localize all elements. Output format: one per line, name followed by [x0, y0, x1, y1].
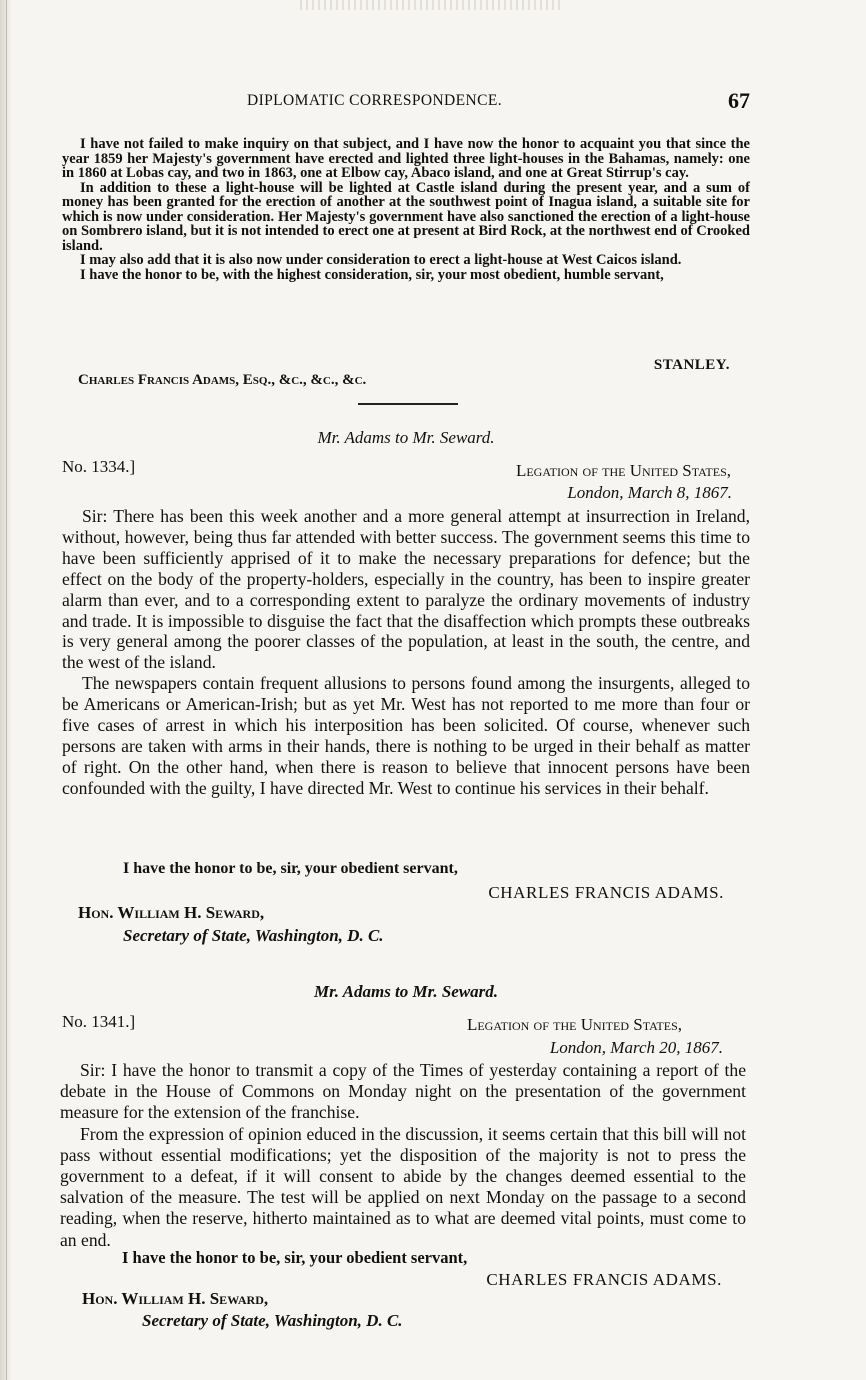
letter2-number: No. 1334.]: [62, 457, 136, 476]
section-divider: [358, 403, 458, 405]
letter3-number: No. 1341.]: [62, 1012, 136, 1031]
letter3-body: [60, 1060, 746, 1251]
letter1-signature: STANLEY.: [653, 357, 730, 373]
letter1-paragraph: I have the honor to be, with the highest consideration, sir, your most obedient, humble servant,: [80, 266, 664, 283]
letter1-body: [62, 137, 750, 282]
letter3-title: Mr. Adams to Mr. Seward.: [313, 982, 499, 1001]
letter2-closing: I have the honor to be, sir, your obedient servant,: [123, 860, 458, 877]
page-number: 67: [728, 88, 750, 113]
letter3-addressee-name: Hon. William H. Seward,: [82, 1289, 269, 1308]
letter3-paragraph: From the expression of opinion educed in the discussion, it seems certain that this bill will not pass without essential modifications; yet the disposition of the majority is not to press the government to a defeat, if it will consent to abide by the changes deemed essential to the salvation of the measure. The test will be applied on next Monday on the passage to a second reading, when the reserve, hitherto maintained as to what are deemed vital points, must come to an end.: [60, 1123, 746, 1250]
letter1-paragraph: I have not failed to make inquiry on that subject, and I have now the honor to acquaint you that since the year 1859 her Majesty's government have erected and lighted three light-houses in the Bahamas, namely: one in 1860 at Lobas cay, and two in 1863, one at Elbow cay, Abaco island, and one at Great Stirrup's cay.: [62, 136, 750, 181]
spine-line: [6, 0, 7, 1380]
letter2-signature: CHARLES FRANCIS ADAMS.: [488, 883, 724, 902]
letter3-legation: Legation of the United States,: [466, 1015, 682, 1034]
letter2-legation: Legation of the United States,: [515, 461, 731, 480]
letter3-signature: CHARLES FRANCIS ADAMS.: [486, 1270, 722, 1289]
letter2-body: [62, 506, 750, 799]
letter3-paragraph: Sir: I have the honor to transmit a copy of the Times of yesterday containing a report of the debate in the House of Commons on Monday night on the presentation of the government measure for the extension of the franchise.: [60, 1060, 746, 1123]
letter1-addressee: Charles Francis Adams, Esq., &c., &c., &c.: [78, 372, 367, 388]
letter2-addressee-name: Hon. William H. Seward,: [78, 903, 265, 922]
letter3-addressee-title: Secretary of State, Washington, D. C.: [142, 1311, 403, 1330]
scan-noise: [300, 0, 560, 10]
letter1-paragraph: I may also add that it is also now under consideration to erect a light-house at West Caicos island.: [80, 252, 682, 268]
letter2-paragraph: Sir: There has been this week another and a more general attempt at insurrection in Ireland, without, however, being thus far attended with better success. The government seems this time to have been sufficiently apprised of it to make the necessary preparations for defence; but the effect on the body of the property-holders, especially in the country, has been to inspire greater alarm than ever, and to a corresponding extent to paralyze the ordinary movements of industry and trade. It is impossible to disguise the fact that the disaffection which prompts these outbreaks is very general among the poorer classes of the population, at least in the south, the centre, and the west of the island.: [62, 506, 750, 673]
letter2-paragraph: The newspapers contain frequent allusions to persons found among the insurgents, alleged to be Americans or American-Irish; but as yet Mr. West has not reported to me more than four or five cases of arrest in which his interposition has been solicited. Of course, whenever such persons are taken with arms in their hands, there is nothing to be urged in their behalf as matter of right. On the other hand, when there is reason to believe that innocent persons have been confounded with the guilty, I have directed Mr. West to continue his services in their behalf.: [62, 673, 750, 798]
letter2-title: Mr. Adams to Mr. Seward.: [317, 428, 495, 447]
running-head: DIPLOMATIC CORRESPONDENCE.: [247, 92, 502, 109]
letter2-place-date: London, March 8, 1867.: [567, 483, 732, 502]
letter1-paragraph: In addition to these a light-house will be lighted at Castle island during the present year, and a sum of money has been granted for the erection of another at the southwest point of Inagua island, a suitable site for which is now under consideration. Her Majesty's government have also sanctioned the erection of a light-house on Sombrero island, but it is not intended to erect one at present at Bird Rock, at the northwest end of Crooked island.: [62, 179, 750, 254]
page-header: [62, 88, 750, 118]
letter3-place-date: London, March 20, 1867.: [549, 1038, 723, 1057]
letter3-closing: I have the honor to be, sir, your obedient servant,: [122, 1248, 468, 1267]
letter2-addressee-title: Secretary of State, Washington, D. C.: [123, 926, 384, 945]
